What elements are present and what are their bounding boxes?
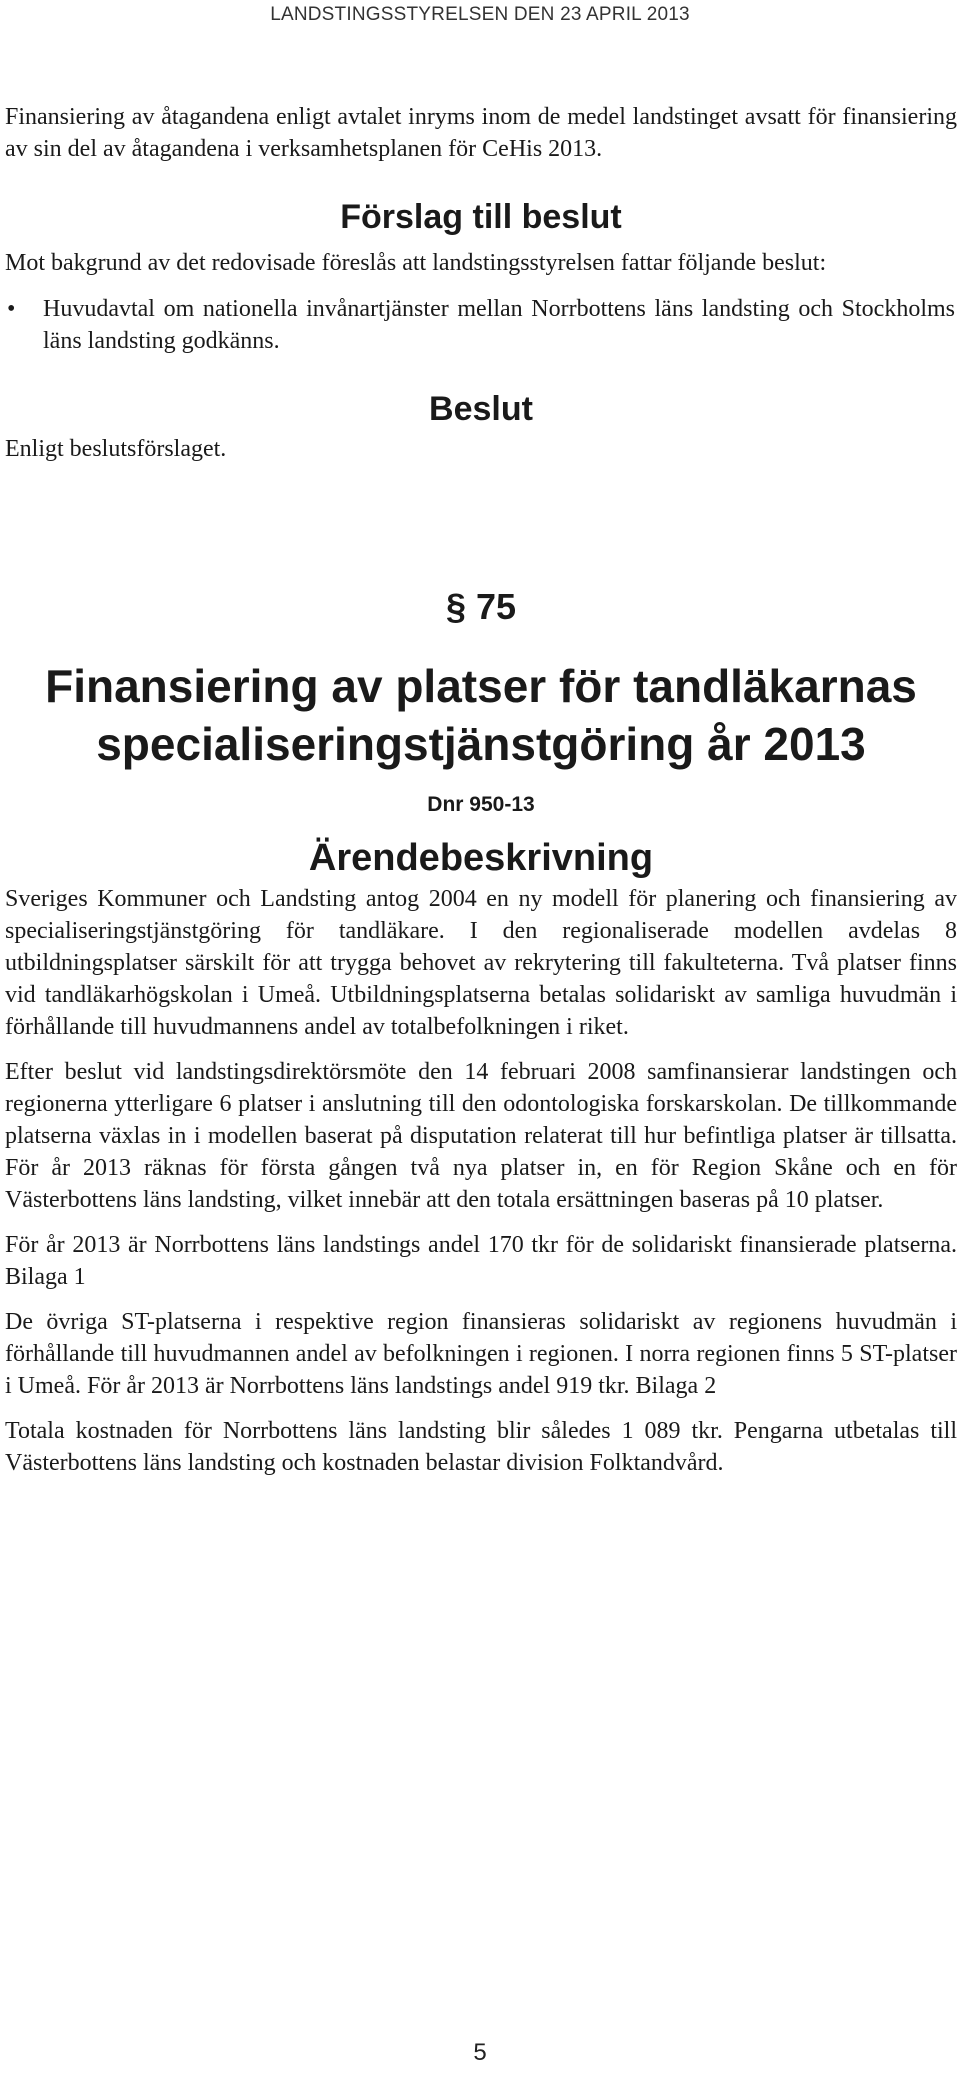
body-paragraph: Sveriges Kommuner och Landsting antog 2004 en ny modell för planering och finansiering av specialiseringstjänstgöring för tandläkare. I den regionaliserade modellen avdelas 8 utbildningsplatser särskilt för att trygga behovet av rekrytering till fakulteterna. Två platser finns vid tandläkarhögskolan i Umeå. Utbildningsplatserna betalas solidariskt av samliga huvudmän i förhållande till huvudmannens andel av totalbefolkningen i riket. xyxy=(5,886,957,1040)
matter-title: Finansiering av platser för tandläkarnas specialiseringstjänstgöring år 2013 xyxy=(45,660,917,770)
decision-text: Enligt beslutsförslaget. xyxy=(5,436,227,462)
proposal-bullet-item xyxy=(5,293,957,357)
paragraph-number: § 75 xyxy=(445,586,517,627)
proposal-heading: Förslag till beslut xyxy=(340,198,622,236)
page-number: 5 xyxy=(473,2039,487,2066)
body-paragraph: Efter beslut vid landstingsdirektörsmöte den 14 februari 2008 samfinansierar landstingen och regionerna ytterligare 6 platser i anslutning till den odontologiska forskarskolan. De tillkommande platserna växlas in i modellen baserat på disputation relaterat till hur befintliga platser är tillsatta. För år 2013 räknas för första gången två nya platser in, en för Region Skåne och en för Västerbottens läns landsting, vilket innebär att den totala ersättningen baseras på 10 platser. xyxy=(5,1059,957,1213)
description-heading: Ärendebeskrivning xyxy=(308,837,654,879)
proposal-bullet-text: Huvudavtal om nationella invånartjänster mellan Norrbottens läns landsting och Stockholms läns landsting godkänns. xyxy=(43,296,955,354)
bullet-icon: • xyxy=(7,296,16,322)
proposal-text: Mot bakgrund av det redovisade föreslås att landstingsstyrelsen fattar följande beslut: xyxy=(5,250,827,276)
body-paragraph: Totala kostnaden för Norrbottens läns landsting blir således 1 089 tkr. Pengarna utbetalas till Västerbottens läns landsting och kostnaden belastar division Folktandvård. xyxy=(5,1418,957,1476)
body-paragraph: För år 2013 är Norrbottens läns landstings andel 170 tkr för de solidariskt finansierade platserna. Bilaga 1 xyxy=(5,1232,957,1290)
decision-heading: Beslut xyxy=(429,390,533,428)
registration-number: Dnr 950-13 xyxy=(427,793,535,816)
decision-section xyxy=(5,389,957,465)
body-paragraph: De övriga ST-platserna i respektive region finansieras solidariskt av regionens huvudmän i förhållande till huvudmannen andel av befolkningen i regionen. I norra regionen finns 5 ST-platser i Umeå. För år 2013 är Norrbottens läns landstings andel 919 tkr. Bilaga 2 xyxy=(5,1309,957,1399)
document-body xyxy=(5,101,957,1492)
intro-paragraph: Finansiering av åtagandena enligt avtalet inryms inom de medel landstinget avsatt för finansiering av sin del av åtagandena i verksamhetsplanen för CeHis 2013. xyxy=(5,104,957,162)
running-header: LANDSTINGSSTYRELSEN DEN 23 APRIL 2013 xyxy=(270,4,690,25)
